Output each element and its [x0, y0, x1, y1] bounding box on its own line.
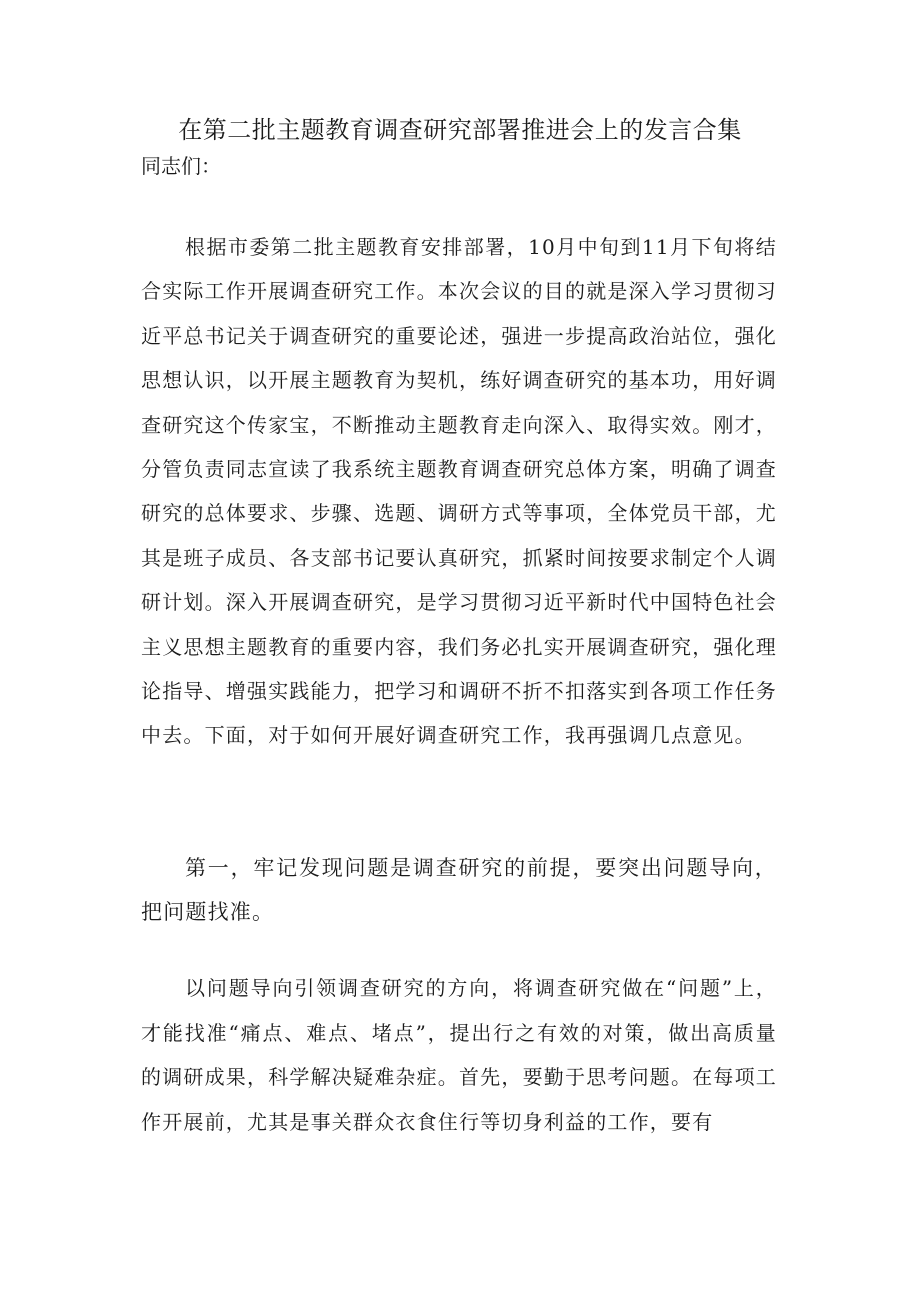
paragraph-body: 以问题导向引领调查研究的方向，将调查研究做在“问题”上，才能找准“痛点、难点、堵点”，提出行之有效的对策，做出高质量的调研成果，科学解决疑难杂症。首先，要勤于思考问题。在每项工作开展前，尤其是事关群众衣食住行等切身利益的工作，要有 — [141, 976, 777, 1134]
paragraph-heading-first: 第一，牢记发现问题是调查研究的前提，要突出问题导向，把问题找准。 — [141, 856, 777, 924]
document-title: 在第二批主题教育调查研究部署推进会上的发言合集 — [178, 116, 742, 144]
paragraph-intro: 根据市委第二批主题教育安排部署，10月中旬到11月下旬将结合实际工作开展调查研究工作。本次会议的目的就是深入学习贯彻习近平总书记关于调查研究的重要论述，强进一步提高政治站位，强化思想认识，以开展主题教育为契机，练好调查研究的基本功，用好调查研究这个传家宝，不断推动主题教育走向深入、取得实效。刚才，分管负责同志宣读了我系统主题教育调查研究总体方案，明确了调查研究的总体要求、步骤、选题、调研方式等事项，全体党员干部，尤其是班子成员、各支部书记要认真研究，抓紧时间按要求制定个人调研计划。深入开展调查研究，是学习贯彻习近平新时代中国特色社会主义思想主题教育的重要内容，我们务必扎实开展调查研究，强化理论指导、增强实践能力，把学习和调研不折不扣落实到各项工作任务中去。下面，对于如何开展好调查研究工作，我再强调几点意见。 — [141, 235, 777, 748]
salutation: 同志们： — [141, 154, 221, 178]
